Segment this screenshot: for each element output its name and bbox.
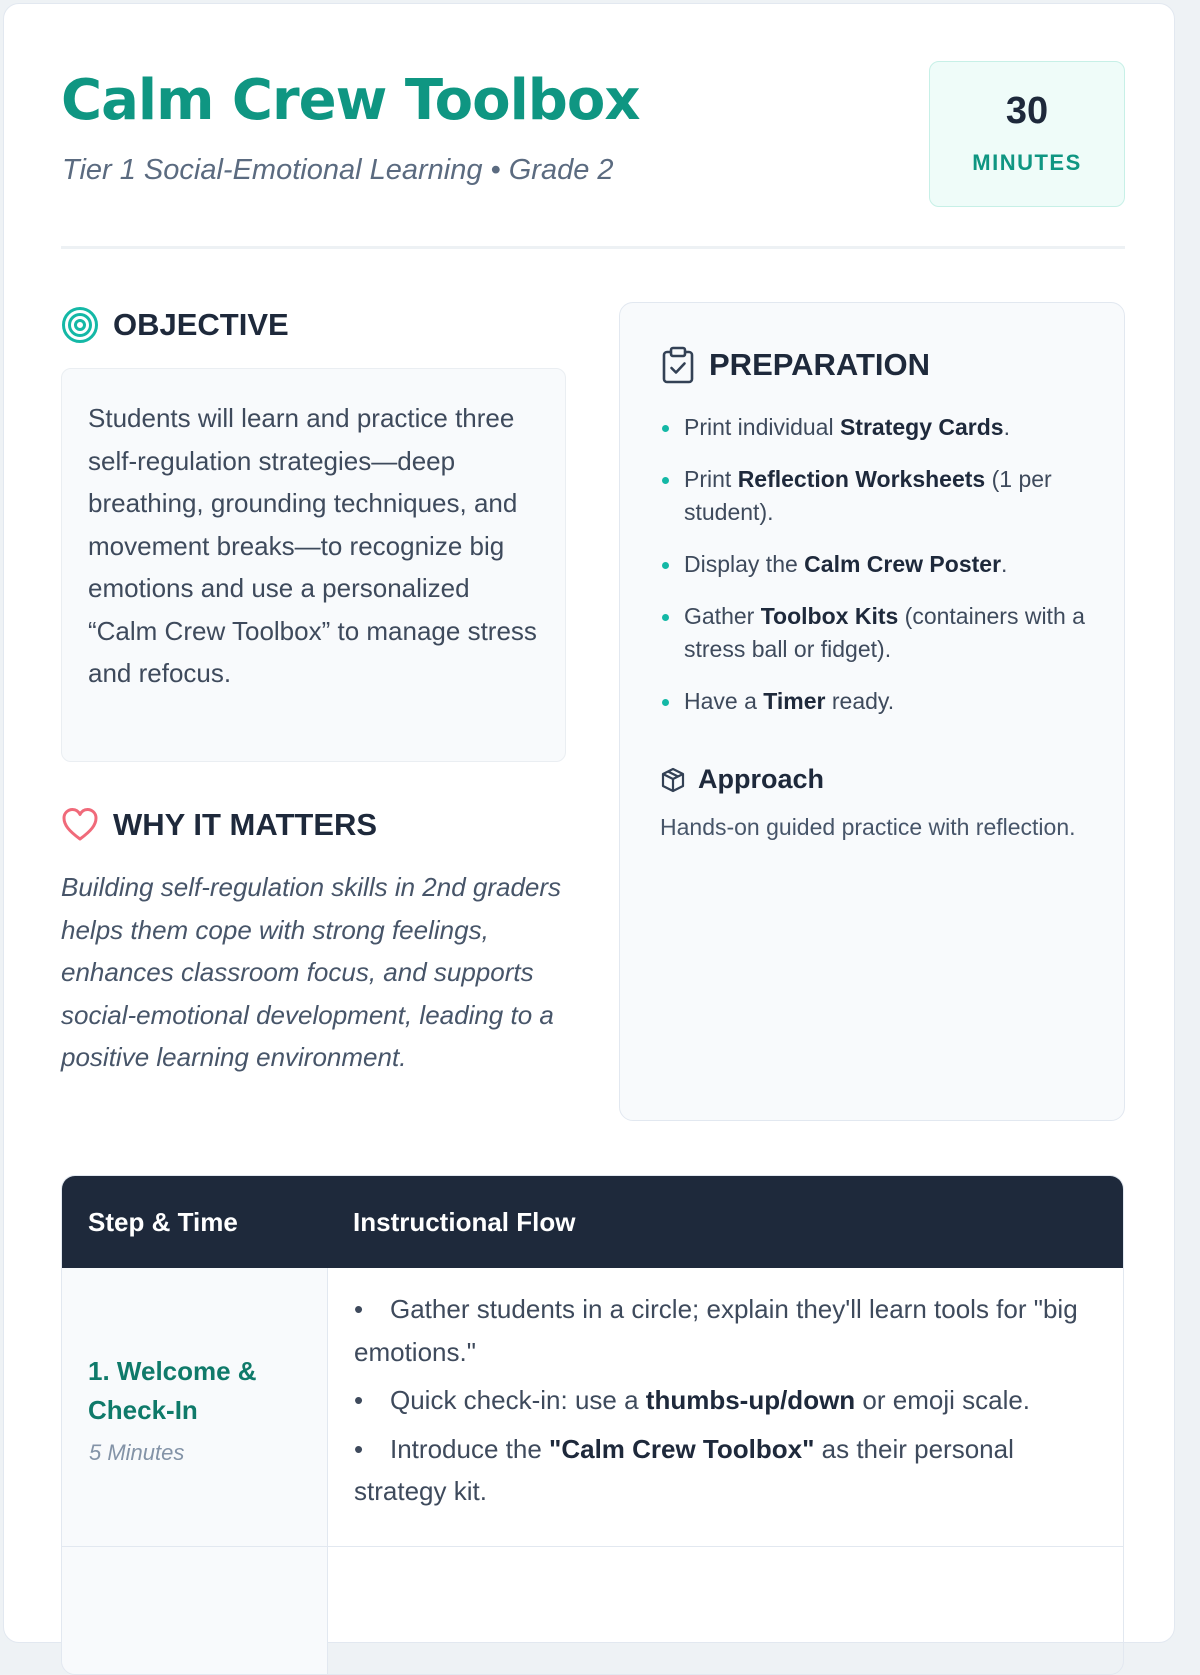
header-divider xyxy=(61,246,1125,249)
column-header-step: Step & Time xyxy=(88,1207,238,1237)
heart-icon xyxy=(61,806,99,844)
column-header-flow: Instructional Flow xyxy=(353,1207,576,1237)
why-heading xyxy=(61,806,377,844)
list-item: • Gather students in a circle; explain they'll learn tools for "big emotions." xyxy=(354,1288,1094,1373)
row-divider xyxy=(62,1546,1123,1547)
objective-label: OBJECTIVE xyxy=(113,307,289,342)
step-time: 5 Minutes xyxy=(89,1440,185,1465)
list-item: Gather Toolbox Kits (containers with a stress ball or fidget). xyxy=(660,600,1100,666)
preparation-heading xyxy=(661,346,930,384)
preparation-panel xyxy=(619,302,1125,1121)
bullet-icon xyxy=(662,562,669,569)
duration-unit: MINUTES xyxy=(972,150,1082,175)
bullet-icon xyxy=(662,477,669,484)
bullet-icon: • xyxy=(354,1294,364,1324)
list-item: Print Reflection Worksheets (1 per student). xyxy=(660,463,1100,529)
page-title: Calm Crew Toolbox xyxy=(61,68,640,133)
objective-heading xyxy=(61,306,289,344)
cube-icon xyxy=(660,767,686,793)
preparation-label: PREPARATION xyxy=(709,347,931,382)
why-label: WHY IT MATTERS xyxy=(113,807,378,842)
table-header xyxy=(62,1176,1123,1268)
table-row-flow-cell xyxy=(354,1288,1094,1519)
list-item: Print individual Strategy Cards. xyxy=(660,411,1100,444)
target-icon xyxy=(61,306,99,344)
table-row-step-cell xyxy=(62,1268,328,1675)
list-item: • Introduce the "Calm Crew Toolbox" as their personal strategy kit. xyxy=(354,1428,1094,1513)
approach-label: Approach xyxy=(698,764,825,794)
clipboard-check-icon xyxy=(661,346,695,384)
duration-badge xyxy=(929,61,1125,207)
approach-text: Hands-on guided practice with reflection. xyxy=(660,814,1076,840)
lesson-card xyxy=(3,3,1175,1643)
list-item: Display the Calm Crew Poster. xyxy=(660,548,1100,581)
list-item: • Quick check-in: use a thumbs-up/down or emoji scale. xyxy=(354,1379,1094,1422)
why-text: Building self-regulation skills in 2nd graders helps them cope with strong feelings, enhances classroom focus, and supports social-emotional development, leading to a positive learning environment. xyxy=(61,872,562,1072)
bullet-icon xyxy=(662,699,669,706)
page-subtitle: Tier 1 Social-Emotional Learning • Grade 2 xyxy=(62,154,614,186)
bullet-icon: • xyxy=(354,1433,364,1464)
step-name: 1. Welcome & Check-In xyxy=(88,1356,257,1425)
bullet-icon xyxy=(662,614,669,621)
objective-text: Students will learn and practice three self-regulation strategies—deep breathing, grounding techniques, and movement breaks—to recognize big emotions and use a personalized “Calm Crew Toolbox” to manage stress and refocus. xyxy=(61,368,566,762)
bullet-icon: • xyxy=(354,1385,364,1415)
duration-value: 30 xyxy=(1005,90,1049,132)
approach-heading xyxy=(660,764,824,795)
instructional-table xyxy=(61,1175,1124,1675)
list-item: Have a Timer ready. xyxy=(660,685,1100,718)
preparation-list xyxy=(660,411,1100,737)
bullet-icon xyxy=(662,425,669,432)
